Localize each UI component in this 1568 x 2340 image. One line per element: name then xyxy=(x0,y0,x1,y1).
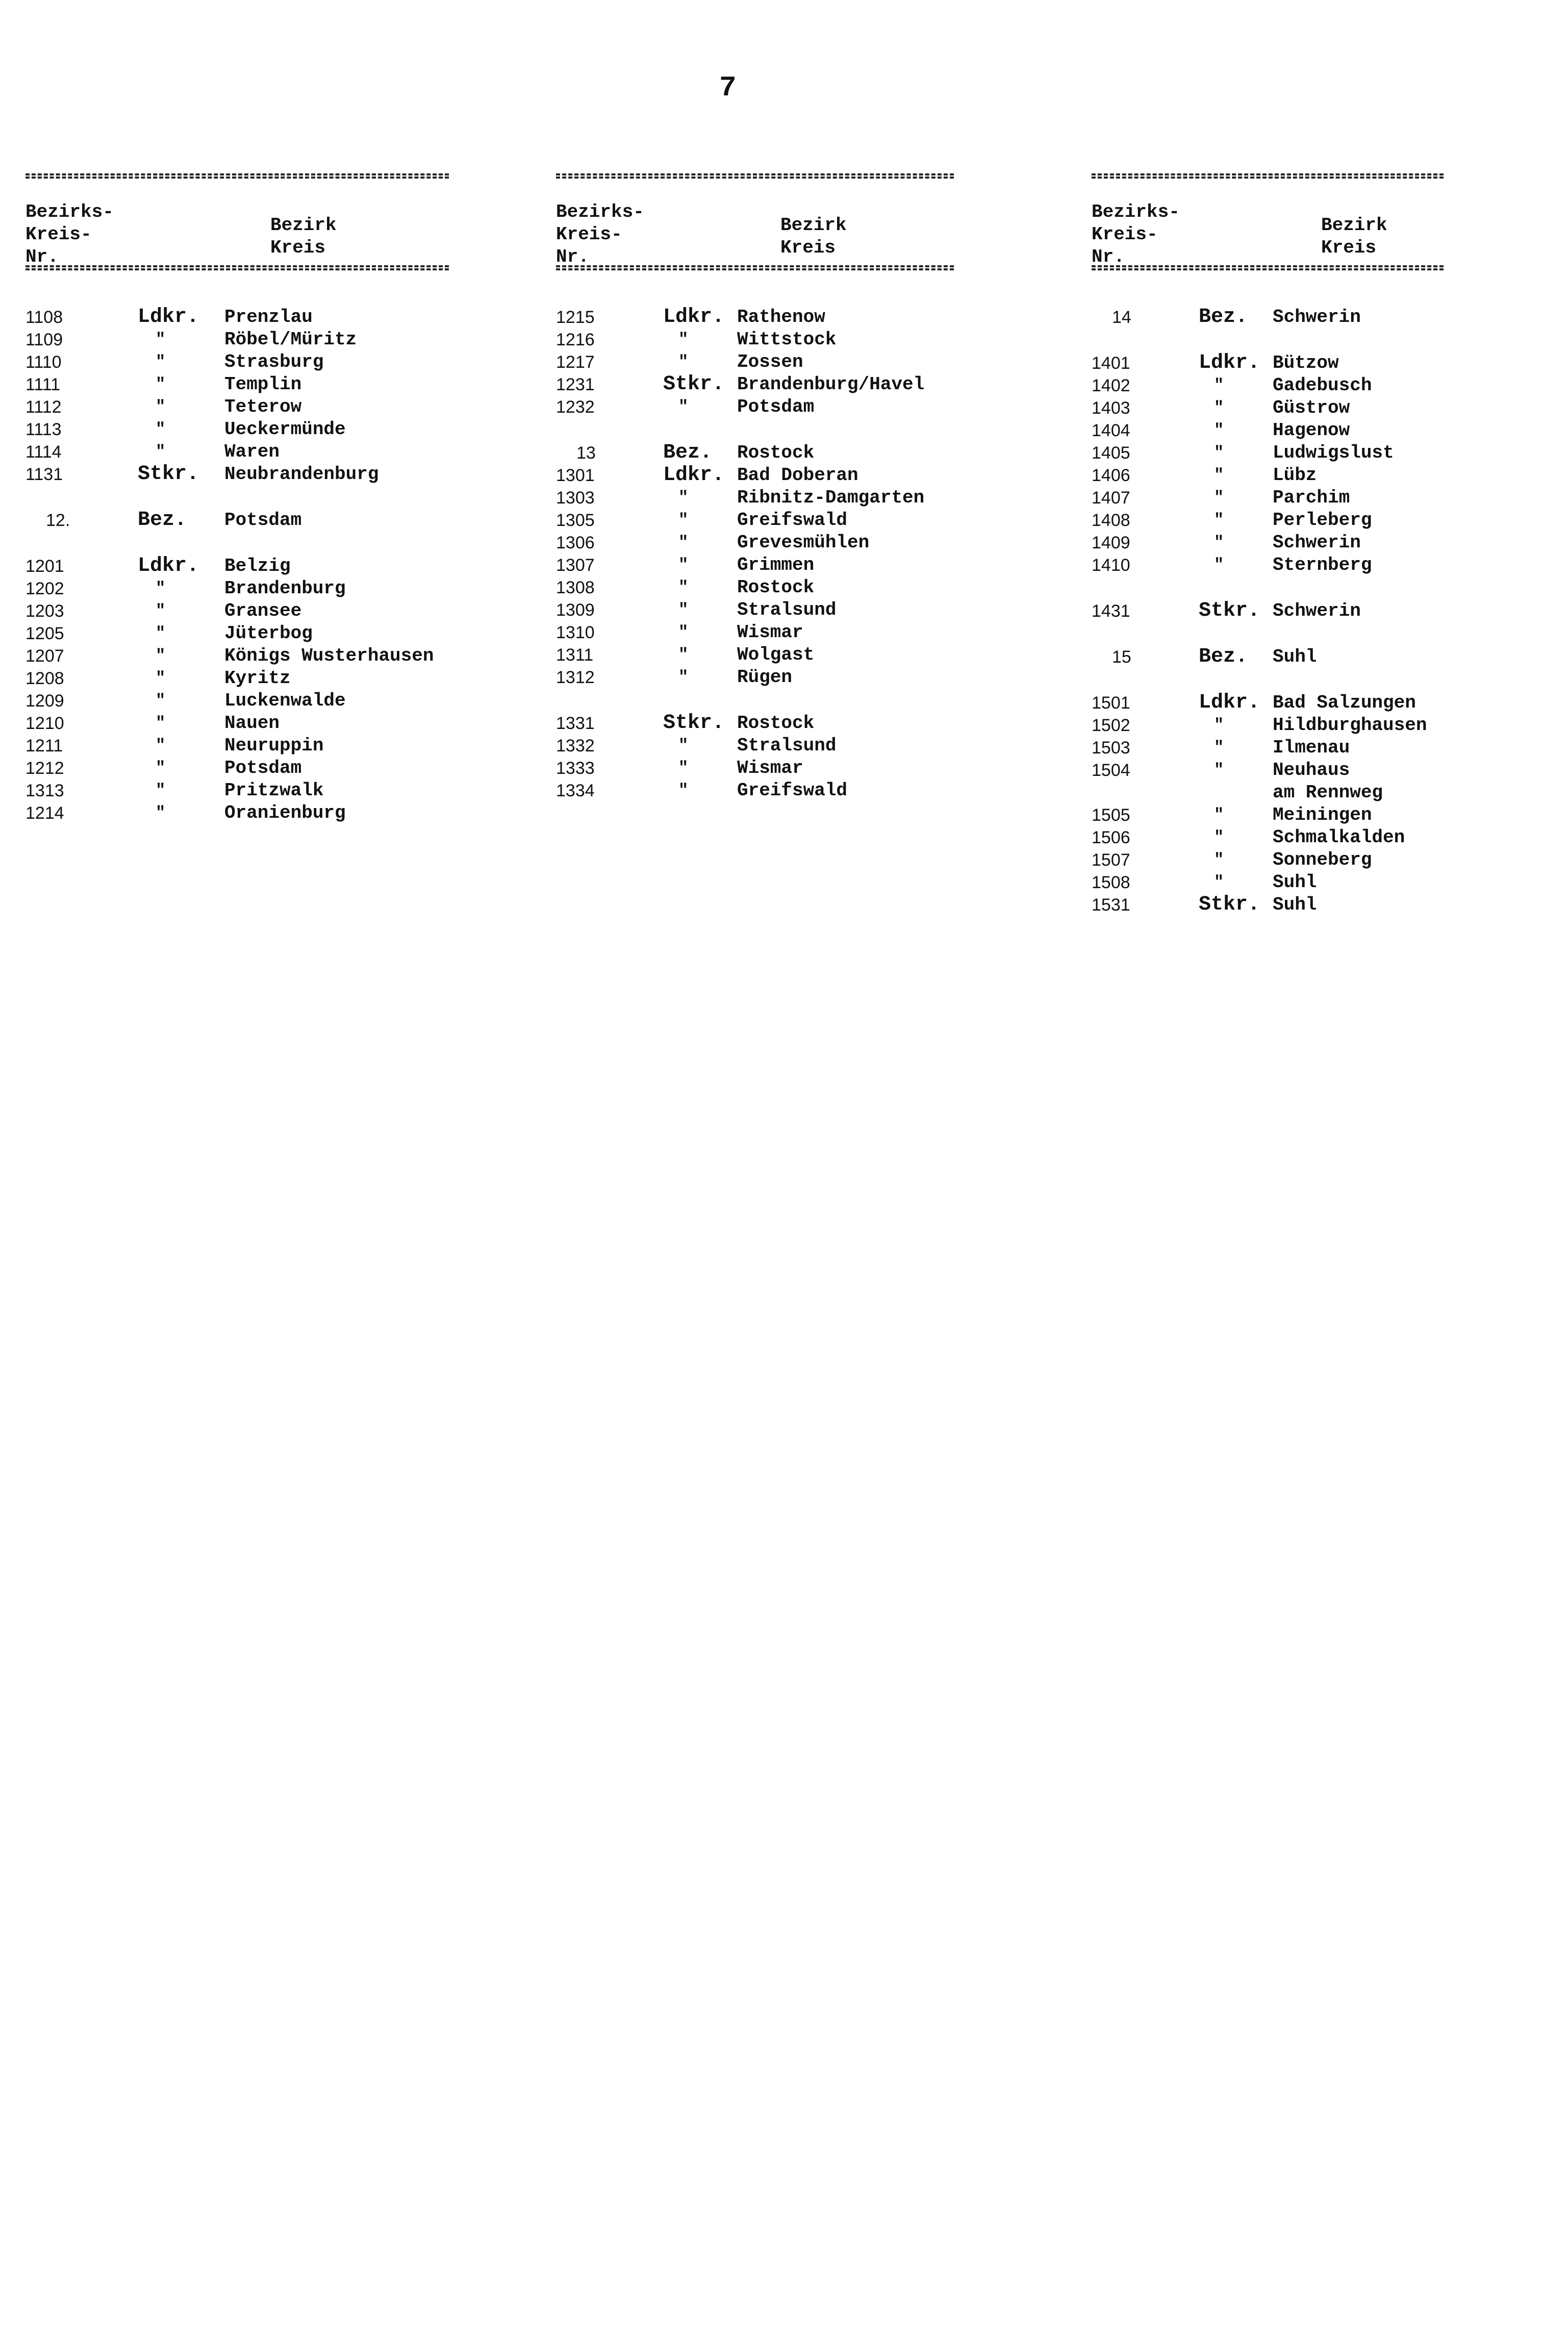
kreis-type: Ldkr. xyxy=(1199,351,1260,374)
list-item xyxy=(1092,464,1444,487)
kreis-type: Bez. xyxy=(1199,306,1248,329)
kreis-nr: 1332 xyxy=(556,736,595,756)
kreis-type: " xyxy=(678,623,689,642)
kreis-nr: 1402 xyxy=(1092,376,1130,395)
kreis-type: Ldkr. xyxy=(1199,691,1260,714)
kreis-nr: 1232 xyxy=(556,397,595,417)
kreis-name: Schwerin xyxy=(1273,600,1361,621)
list-item xyxy=(26,645,449,667)
column-1 xyxy=(26,173,449,824)
kreis-type: " xyxy=(156,691,166,710)
kreis-nr: 1211 xyxy=(26,736,63,756)
kreis-nr: 1333 xyxy=(556,759,595,778)
kreis-name: Teterow xyxy=(224,396,302,417)
kreis-nr: 1312 xyxy=(556,668,595,687)
kreis-name: Sternberg xyxy=(1273,555,1372,575)
kreis-type: " xyxy=(678,736,689,755)
kreis-nr: 1507 xyxy=(1092,850,1130,870)
kreis-type: " xyxy=(678,488,689,507)
list-item xyxy=(1092,442,1444,464)
list-item xyxy=(26,735,449,757)
header-nr xyxy=(26,201,114,268)
kreis-nr: 1409 xyxy=(1092,533,1130,552)
kreis-type: " xyxy=(1214,556,1224,574)
list-item xyxy=(556,757,954,779)
list-item xyxy=(556,712,954,735)
list-item xyxy=(26,802,449,824)
kreis-nr: 1504 xyxy=(1092,761,1130,780)
kreis-name: Ludwigslust xyxy=(1273,442,1394,463)
kreis-type: " xyxy=(156,803,166,822)
kreis-name: Grevesmühlen xyxy=(737,532,870,553)
kreis-nr: 1311 xyxy=(556,645,594,665)
kreis-type: " xyxy=(1214,398,1224,417)
list-item xyxy=(26,396,449,418)
kreis-type: Ldkr. xyxy=(663,464,725,487)
kreis-nr: 1209 xyxy=(26,691,64,711)
kreis-type: " xyxy=(156,353,166,371)
kreis-type: " xyxy=(678,330,689,349)
kreis-name: Schwerin xyxy=(1273,532,1361,553)
kreis-name: Rügen xyxy=(737,667,793,688)
kreis-nr: 1334 xyxy=(556,781,595,800)
header-bezirk-kreis xyxy=(1321,214,1387,259)
list-item xyxy=(26,577,449,600)
list-item xyxy=(1092,509,1444,532)
header-rule-top xyxy=(26,173,449,179)
list-item xyxy=(26,622,449,645)
kreis-name: Waren xyxy=(224,441,280,462)
list-item xyxy=(26,463,449,486)
kreis-name: Lübz xyxy=(1273,465,1317,486)
kreis-nr: 1131 xyxy=(26,465,63,484)
list-item xyxy=(1092,692,1444,714)
kreis-type: " xyxy=(156,624,166,643)
header-nr-line: Bezirks- Kreis- Nr. xyxy=(556,202,644,267)
kreis-type: " xyxy=(1214,716,1224,735)
kreis-nr: 1231 xyxy=(556,375,595,394)
header-bezirk-kreis xyxy=(780,214,847,259)
row-list xyxy=(1092,306,1444,916)
header-rule-top xyxy=(556,173,954,179)
kreis-name: Brandenburg/Havel xyxy=(737,374,925,395)
list-item xyxy=(26,667,449,690)
kreis-type: Ldkr. xyxy=(138,555,199,577)
kreis-nr: 1309 xyxy=(556,600,595,620)
list-item xyxy=(556,487,954,509)
kreis-name: Gransee xyxy=(224,600,302,621)
kreis-type: Stkr. xyxy=(1199,893,1260,916)
kreis-nr: 1306 xyxy=(556,533,595,552)
kreis-name: Meiningen xyxy=(1273,804,1372,825)
kreis-name: Kyritz xyxy=(224,668,291,689)
kreis-nr: 1111 xyxy=(26,375,61,394)
list-item xyxy=(556,576,954,599)
list-item xyxy=(556,509,954,532)
kreis-type: " xyxy=(156,646,166,665)
kreis-name: Potsdam xyxy=(224,510,302,531)
list-item xyxy=(1092,894,1444,916)
list-item xyxy=(26,600,449,622)
kreis-nr: 1502 xyxy=(1092,716,1130,735)
list-item xyxy=(26,373,449,396)
kreis-name: Templin xyxy=(224,374,302,395)
kreis-nr: 1112 xyxy=(26,397,62,417)
kreis-type: " xyxy=(678,600,689,619)
kreis-name: Ribnitz-Damgarten xyxy=(737,487,925,508)
kreis-name: Röbel/Müritz xyxy=(224,329,357,350)
kreis-nr: 1503 xyxy=(1092,738,1130,758)
list-item xyxy=(556,464,954,487)
kreis-type: " xyxy=(678,759,689,777)
kreis-nr: 1308 xyxy=(556,578,595,597)
kreis-name: Greifswald xyxy=(737,780,848,801)
kreis-name: Suhl xyxy=(1273,894,1317,915)
kreis-nr: 1531 xyxy=(1092,895,1130,915)
list-item xyxy=(1092,826,1444,849)
kreis-name: Ilmenau xyxy=(1273,737,1350,758)
kreis-name: Pritzwalk xyxy=(224,780,324,801)
kreis-type: " xyxy=(678,781,689,800)
kreis-name: Rathenow xyxy=(737,307,825,328)
list-item xyxy=(1092,759,1444,782)
kreis-name: Wittstock xyxy=(737,329,837,350)
kreis-type: " xyxy=(156,330,166,349)
kreis-nr: 1506 xyxy=(1092,828,1130,847)
kreis-nr: 1407 xyxy=(1092,488,1130,508)
kreis-type: " xyxy=(156,736,166,755)
list-item xyxy=(1092,646,1444,668)
list-item xyxy=(556,351,954,373)
kreis-type: " xyxy=(1214,806,1224,824)
kreis-nr: 1403 xyxy=(1092,398,1130,418)
kreis-type: " xyxy=(1214,873,1224,892)
list-item xyxy=(1092,487,1444,509)
kreis-nr: 1307 xyxy=(556,556,595,575)
kreis-name: Nauen xyxy=(224,713,280,734)
kreis-type: " xyxy=(1214,533,1224,552)
kreis-name: Grimmen xyxy=(737,555,815,575)
kreis-name: Neubrandenburg xyxy=(224,464,379,485)
kreis-nr: 1405 xyxy=(1092,443,1130,463)
kreis-nr: 1331 xyxy=(556,714,595,733)
kreis-nr: 1210 xyxy=(26,714,64,733)
row-list xyxy=(26,306,449,824)
kreis-nr: 1216 xyxy=(556,330,595,349)
kreis-nr: 1404 xyxy=(1092,421,1130,440)
list-item xyxy=(1092,374,1444,397)
kreis-name: Stralsund xyxy=(737,599,837,620)
list-item xyxy=(26,329,449,351)
kreis-nr: 1408 xyxy=(1092,511,1130,530)
kreis-name: Wismar xyxy=(737,622,803,643)
list-item xyxy=(26,757,449,779)
kreis-nr: 1313 xyxy=(26,781,64,800)
kreis-type: " xyxy=(156,420,166,439)
kreis-nr: 1501 xyxy=(1092,693,1130,713)
column-header xyxy=(556,179,954,265)
kreis-nr: 1212 xyxy=(26,759,64,778)
kreis-nr: 1207 xyxy=(26,646,64,666)
kreis-name: Königs Wusterhausen xyxy=(224,645,434,666)
list-item xyxy=(26,555,449,577)
kreis-type: " xyxy=(156,714,166,733)
kreis-type: " xyxy=(156,601,166,620)
kreis-type: " xyxy=(1214,443,1224,462)
kreis-name: Potsdam xyxy=(224,758,302,778)
kreis-nr: 12. xyxy=(46,511,70,530)
kreis-type: " xyxy=(156,579,166,598)
kreis-nr: 14 xyxy=(1112,308,1131,327)
column-header xyxy=(1092,179,1444,265)
kreis-nr: 1305 xyxy=(556,511,595,530)
column-2 xyxy=(556,173,954,802)
kreis-name: Strasburg xyxy=(224,351,324,372)
kreis-type: " xyxy=(678,578,689,597)
kreis-nr: 1202 xyxy=(26,579,64,598)
list-item xyxy=(556,442,954,464)
kreis-nr: 1114 xyxy=(26,442,62,462)
list-item xyxy=(1092,600,1444,622)
list-item xyxy=(556,396,954,418)
kreis-name: Sonneberg xyxy=(1273,849,1372,870)
kreis-name: Gadebusch xyxy=(1273,375,1372,396)
kreis-type: Ldkr. xyxy=(138,306,199,329)
list-item xyxy=(1092,554,1444,576)
header-kreis-line: Bezirk Kreis xyxy=(1321,215,1387,258)
kreis-nr: 1108 xyxy=(26,308,63,327)
kreis-name: Parchim xyxy=(1273,487,1350,508)
kreis-type: " xyxy=(156,781,166,800)
list-item xyxy=(26,306,449,329)
kreis-type: " xyxy=(678,397,689,416)
kreis-nr: 1401 xyxy=(1092,354,1130,373)
kreis-type: " xyxy=(678,645,689,664)
kreis-type: " xyxy=(1214,421,1224,440)
kreis-type: Stkr. xyxy=(138,463,199,486)
kreis-nr: 1205 xyxy=(26,624,64,643)
kreis-name: am Rennweg xyxy=(1273,782,1383,803)
kreis-nr: 1303 xyxy=(556,488,595,508)
list-item xyxy=(26,712,449,735)
list-item xyxy=(26,690,449,712)
kreis-nr: 1431 xyxy=(1092,601,1130,621)
list-item xyxy=(556,373,954,396)
kreis-type: " xyxy=(1214,488,1224,507)
list-item xyxy=(1092,782,1444,804)
kreis-nr: 1215 xyxy=(556,308,595,327)
kreis-type: " xyxy=(156,375,166,394)
list-item xyxy=(556,306,954,329)
kreis-type: " xyxy=(678,511,689,530)
list-item xyxy=(1092,804,1444,826)
kreis-nr: 1113 xyxy=(26,420,62,439)
kreis-type: " xyxy=(678,668,689,687)
row-list xyxy=(556,306,954,802)
kreis-type: " xyxy=(1214,850,1224,869)
kreis-name: Neuhaus xyxy=(1273,760,1350,781)
header-kreis-line: Bezirk Kreis xyxy=(780,215,847,258)
kreis-nr: 1109 xyxy=(26,330,63,349)
list-item xyxy=(26,441,449,463)
kreis-type: Bez. xyxy=(663,441,713,464)
kreis-name: Bützow xyxy=(1273,353,1339,373)
kreis-name: Brandenburg xyxy=(224,578,346,599)
kreis-name: Suhl xyxy=(1273,872,1317,893)
list-item xyxy=(1092,532,1444,554)
kreis-name: Rostock xyxy=(737,713,815,734)
list-item xyxy=(556,554,954,576)
page-number: 7 xyxy=(719,71,737,104)
header-bezirk-kreis xyxy=(270,214,337,259)
kreis-name: Wismar xyxy=(737,758,803,778)
list-item xyxy=(1092,849,1444,871)
kreis-type: " xyxy=(156,442,166,461)
list-item xyxy=(556,621,954,644)
kreis-nr: 1310 xyxy=(556,623,595,642)
column-3 xyxy=(1092,173,1444,916)
kreis-type: Stkr. xyxy=(663,712,725,735)
list-item xyxy=(556,735,954,757)
header-rule-top xyxy=(1092,173,1444,179)
kreis-name: Prenzlau xyxy=(224,307,313,328)
kreis-type: " xyxy=(678,556,689,574)
kreis-nr: 1208 xyxy=(26,669,64,688)
kreis-name: Güstrow xyxy=(1273,397,1350,418)
kreis-nr: 1201 xyxy=(26,557,64,576)
kreis-name: Greifswald xyxy=(737,510,848,531)
kreis-name: Perleberg xyxy=(1273,510,1372,531)
kreis-type: " xyxy=(1214,511,1224,530)
kreis-type: " xyxy=(1214,466,1224,485)
kreis-type: " xyxy=(156,669,166,688)
list-item xyxy=(556,779,954,802)
kreis-type: " xyxy=(678,353,689,371)
kreis-name: Hildburghausen xyxy=(1273,715,1427,736)
kreis-nr: 1410 xyxy=(1092,556,1130,575)
column-header xyxy=(26,179,449,265)
header-kreis-line: Bezirk Kreis xyxy=(270,215,337,258)
kreis-name: Neuruppin xyxy=(224,735,324,756)
kreis-nr: 1406 xyxy=(1092,466,1130,485)
kreis-type: Bez. xyxy=(138,509,187,532)
kreis-name: Jüterbog xyxy=(224,623,313,644)
kreis-type: Stkr. xyxy=(1199,599,1260,622)
kreis-name: Potsdam xyxy=(737,396,815,417)
kreis-nr: 1214 xyxy=(26,803,64,823)
kreis-name: Bad Doberan xyxy=(737,465,858,486)
kreis-name: Belzig xyxy=(224,556,291,576)
list-item xyxy=(1092,352,1444,374)
kreis-type: " xyxy=(1214,828,1224,847)
kreis-nr: 1110 xyxy=(26,353,62,372)
kreis-name: Stralsund xyxy=(737,735,837,756)
kreis-type: Bez. xyxy=(1199,645,1248,668)
kreis-type: " xyxy=(1214,376,1224,395)
kreis-type: " xyxy=(1214,761,1224,779)
list-item xyxy=(1092,714,1444,737)
list-item xyxy=(26,509,449,532)
list-item xyxy=(556,644,954,666)
list-item xyxy=(1092,419,1444,442)
list-item xyxy=(556,666,954,689)
kreis-name: Zossen xyxy=(737,351,803,372)
header-nr xyxy=(556,201,644,268)
kreis-name: Bad Salzungen xyxy=(1273,692,1416,713)
header-nr-line: Bezirks- Kreis- Nr. xyxy=(1092,202,1180,267)
kreis-nr: 1203 xyxy=(26,601,64,621)
list-item xyxy=(1092,871,1444,894)
kreis-nr: 1505 xyxy=(1092,806,1130,825)
kreis-type: Ldkr. xyxy=(663,306,725,329)
list-item xyxy=(556,532,954,554)
kreis-name: Schmalkalden xyxy=(1273,827,1405,848)
kreis-nr: 1217 xyxy=(556,353,595,372)
list-item xyxy=(26,418,449,441)
kreis-name: Rostock xyxy=(737,577,815,598)
kreis-nr: 1508 xyxy=(1092,873,1130,892)
kreis-nr: 1301 xyxy=(556,466,595,485)
kreis-nr: 15 xyxy=(1112,647,1131,667)
list-item xyxy=(1092,306,1444,329)
kreis-name: Luckenwalde xyxy=(224,690,346,711)
list-item xyxy=(556,599,954,621)
list-item xyxy=(556,329,954,351)
kreis-name: Schwerin xyxy=(1273,307,1361,328)
kreis-type: " xyxy=(156,759,166,777)
kreis-type: " xyxy=(678,533,689,552)
list-item xyxy=(1092,397,1444,419)
kreis-name: Suhl xyxy=(1273,646,1317,667)
header-nr xyxy=(1092,201,1180,268)
kreis-type: " xyxy=(156,397,166,416)
list-item xyxy=(26,351,449,373)
kreis-name: Hagenow xyxy=(1273,420,1350,441)
header-nr-line: Bezirks- Kreis- Nr. xyxy=(26,202,114,267)
list-item xyxy=(26,779,449,802)
kreis-type: " xyxy=(1214,738,1224,757)
kreis-type: Stkr. xyxy=(663,373,725,396)
kreis-name: Ueckermünde xyxy=(224,419,346,440)
kreis-name: Oranienburg xyxy=(224,802,346,823)
kreis-name: Rostock xyxy=(737,442,815,463)
kreis-nr: 13 xyxy=(576,443,596,463)
list-item xyxy=(1092,737,1444,759)
kreis-name: Wolgast xyxy=(737,644,815,665)
